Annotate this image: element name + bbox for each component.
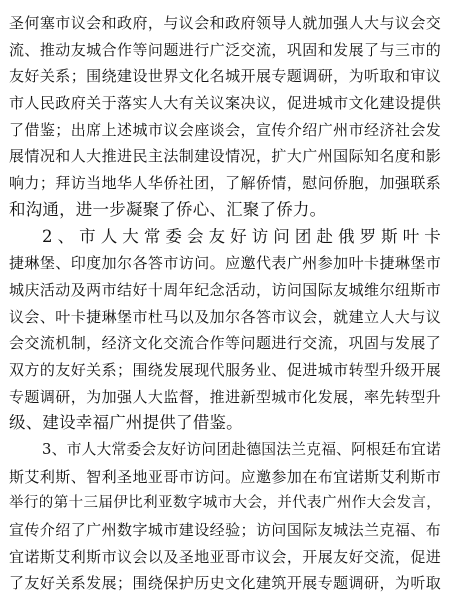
paragraph-2 (9, 224, 441, 438)
text-line: 3、市人大常委会友好访问团赴德国法兰克福、阿根廷布宜诺 (42, 441, 441, 458)
paragraph-3 (9, 437, 441, 597)
text-line: 友好关系；围绕建设世界文化名城开展专题调研，为听取和审议 (9, 67, 441, 86)
text-line: 圣何塞市议会和政府，与议会和政府领导人就加强人大与议会交 (9, 14, 441, 32)
text-line: 展情况和人大推进民主法制建设情况，扩大广州国际知名度和影 (9, 147, 441, 166)
text-line: 城庆活动及两市结好十周年纪念活动，访问国际友城维尔纽斯市 (9, 280, 441, 299)
text-line: 专题调研，为加强人大监督，推进新型城市化发展，率先转型升 (9, 387, 441, 406)
text-line: 响力；拜访当地华人华侨社团，了解侨情，慰问侨胞，加强联系 (9, 174, 441, 193)
text-line: 宣传介绍了广州数字城市建设经验；访问国际友城法兰克福、布 (9, 521, 441, 540)
text-line: 级、建设幸福广州提供了借鉴。 (9, 413, 243, 433)
text-line: 议会、叶卡捷琳堡市杜马以及加尔各答市议会，就建立人大与议 (9, 307, 441, 326)
text-line: 宜诺斯艾利斯市议会以及圣地亚哥市议会，开展友好交流，促进 (9, 547, 441, 566)
text-line: 了友好关系发展；围绕保护历史文化建筑开展专题调研，为听取 (9, 574, 441, 593)
text-line: 捷琳堡、印度加尔各答市访问。应邀代表广州参加叶卡捷琳堡市 (9, 254, 441, 273)
text-line: 流、推动友城合作等问题进行广泛交流，巩固和发展了与三市的 (9, 40, 441, 59)
text-line: 2、市人大常委会友好访问团赴俄罗斯叶卡 (42, 226, 441, 246)
text-line: 斯艾利斯、智利圣地亚哥市访问。应邀参加在布宜诺斯艾利斯市 (9, 467, 441, 486)
text-line: 了借鉴；出席上述城市议会座谈会，宣传介绍广州市经济社会发 (9, 120, 441, 139)
text-line: 举行的第十三届伊比利亚数字城市大会，并代表广州作大会发言， (9, 495, 441, 512)
paragraph-1 (9, 10, 441, 224)
text-line: 和沟通，进一步凝聚了侨心、汇聚了侨力。 (9, 199, 327, 219)
text-line: 会交流机制，经济文化交流合作等问题进行交流，巩固与发展了 (9, 334, 441, 353)
text-line: 双方的友好关系；围绕发展现代服务业、促进城市转型升级开展 (9, 360, 441, 379)
text-line: 市人民政府关于落实人大有关议案决议，促进城市文化建设提供 (9, 94, 441, 113)
